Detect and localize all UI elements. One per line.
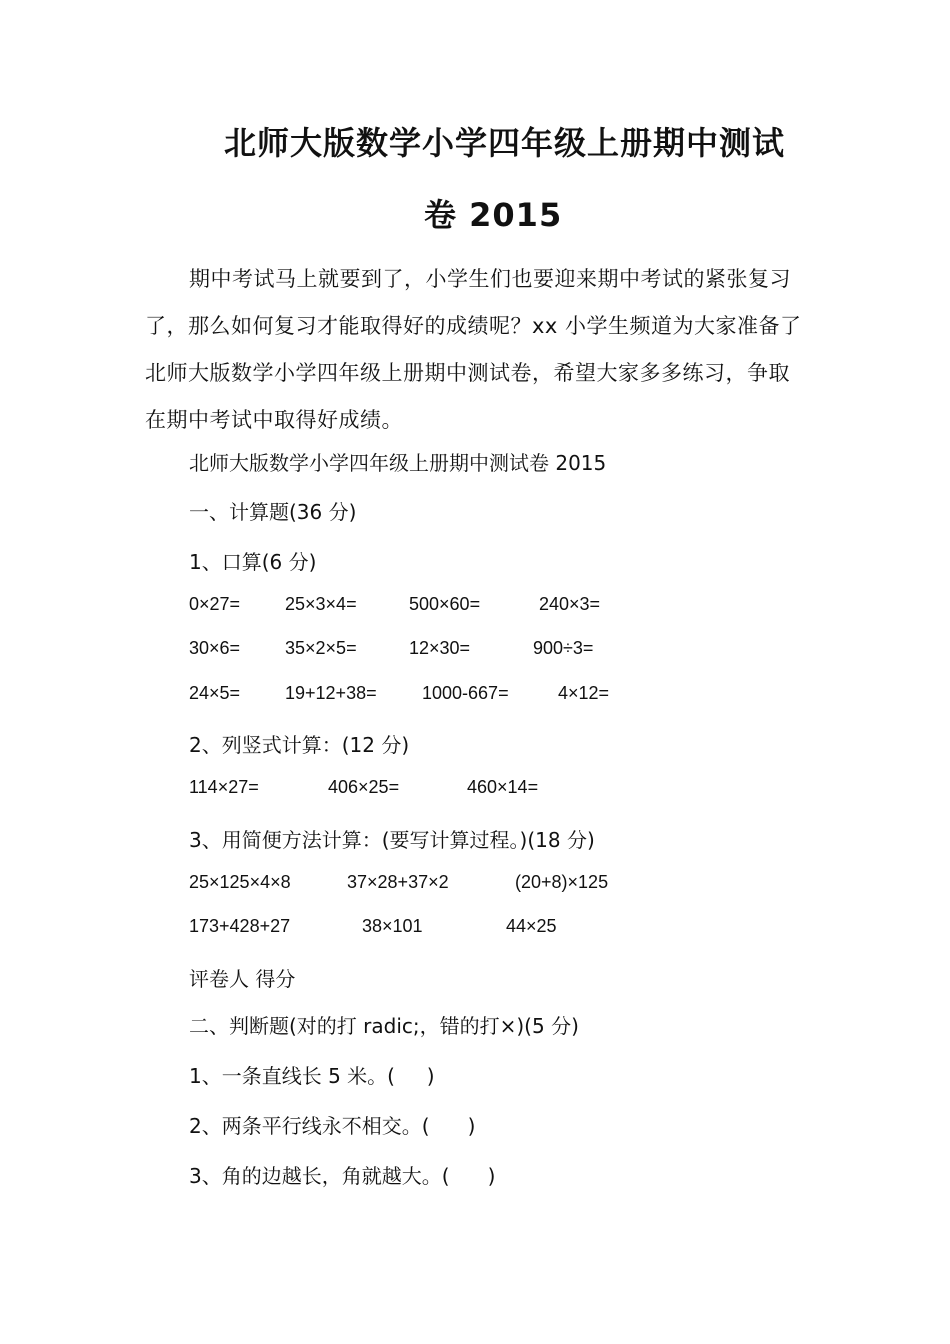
problem: 30×6= <box>189 638 241 658</box>
problem: 500×60= <box>409 594 481 614</box>
document-subtitle: 北师大版数学小学四年级上册期中测试卷 2015 <box>189 451 607 475</box>
problem: (20+8)×125 <box>515 872 609 892</box>
problem: 4×12= <box>558 683 610 703</box>
problem: 24×5= <box>189 683 241 703</box>
problem: 114×27= <box>189 777 259 797</box>
problem: 1000-667= <box>422 683 509 703</box>
problem: 37×28+37×2 <box>347 872 449 892</box>
problem: 35×2×5= <box>285 638 357 658</box>
problem: 25×3×4= <box>285 594 357 614</box>
problem: 240×3= <box>539 594 601 614</box>
judgement-item-3: 3、角的边越长，角就越大。( ) <box>189 1164 496 1188</box>
document-title-line-1: 北师大版数学小学四年级上册期中测试 <box>224 124 786 162</box>
problem: 38×101 <box>362 916 423 936</box>
document-title-line-2: 卷 2015 <box>424 196 563 234</box>
section2-heading: 二、判断题(对的打 radic;，错的打×)(5 分) <box>189 1014 579 1038</box>
problem: 12×30= <box>409 638 471 658</box>
problem: 406×25= <box>328 777 400 797</box>
judgement-item-2: 2、两条平行线永不相交。( ) <box>189 1114 476 1138</box>
problem: 25×125×4×8 <box>189 872 291 892</box>
problem: 44×25 <box>506 916 557 936</box>
problem: 19+12+38= <box>285 683 377 703</box>
section1-heading: 一、计算题(36 分) <box>189 500 357 524</box>
grader-score-label: 评卷人 得分 <box>189 967 296 991</box>
question3-heading: 3、用简便方法计算：(要写计算过程。)(18 分) <box>189 828 595 852</box>
problem: 0×27= <box>189 594 241 614</box>
question2-heading: 2、列竖式计算：(12 分) <box>189 733 410 757</box>
question1-heading: 1、口算(6 分) <box>189 550 317 574</box>
problem: 173+428+27 <box>189 916 291 936</box>
problem: 900÷3= <box>533 638 594 658</box>
problem: 460×14= <box>467 777 539 797</box>
intro-paragraph: 期中考试马上就要到了，小学生们也要迎来期中考试的紧张复习了，那么如何复习才能取得好的成绩呢？xx 小学生频道为大家准备了北师大版数学小学四年级上册期中测试卷，希望大家多多练习，争取在期中考试中取得好成绩。 <box>145 267 802 432</box>
judgement-item-1: 1、一条直线长 5 米。( ) <box>189 1064 435 1088</box>
